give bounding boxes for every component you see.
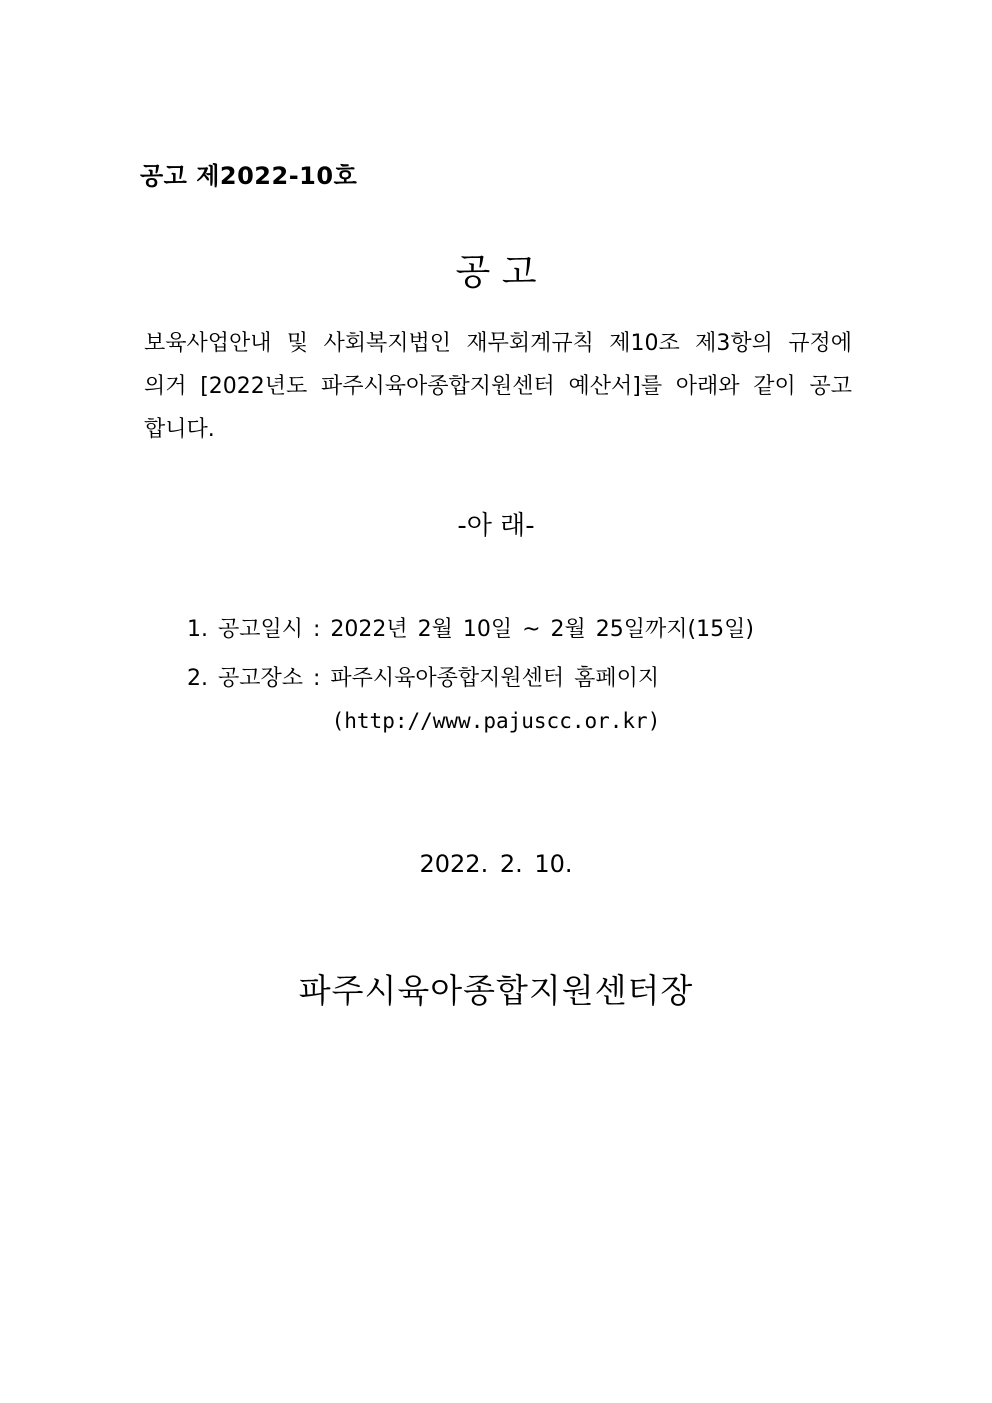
document-title: 공 고 (455, 252, 537, 293)
body-line-3: 합니다. (144, 417, 215, 442)
list-item-notice-period: 1. 공고일시 : 2022년 2월 10일 ~ 2월 25일까지(15일) (187, 617, 754, 642)
website-url: (http://www.pajuscc.or.kr) (331, 709, 661, 733)
section-divider: -아 래- (457, 511, 535, 541)
announcement-date: 2022. 2. 10. (419, 850, 573, 878)
body-paragraph (144, 322, 852, 451)
list-item-notice-place: 2. 공고장소 : 파주시육아종합지원센터 홈페이지 (187, 666, 660, 691)
signature-title: 파주시육아종합지원센터장 (298, 971, 694, 1010)
body-line-2: 의거 [2022년도 파주시육아종합지원센터 예산서]를 아래와 같이 공고 (144, 374, 852, 399)
body-line-1: 보육사업안내 및 사회복지법인 재무회계규칙 제10조 제3항의 규정에 (144, 331, 852, 356)
notice-number: 공고 제2022-10호 (140, 162, 358, 190)
